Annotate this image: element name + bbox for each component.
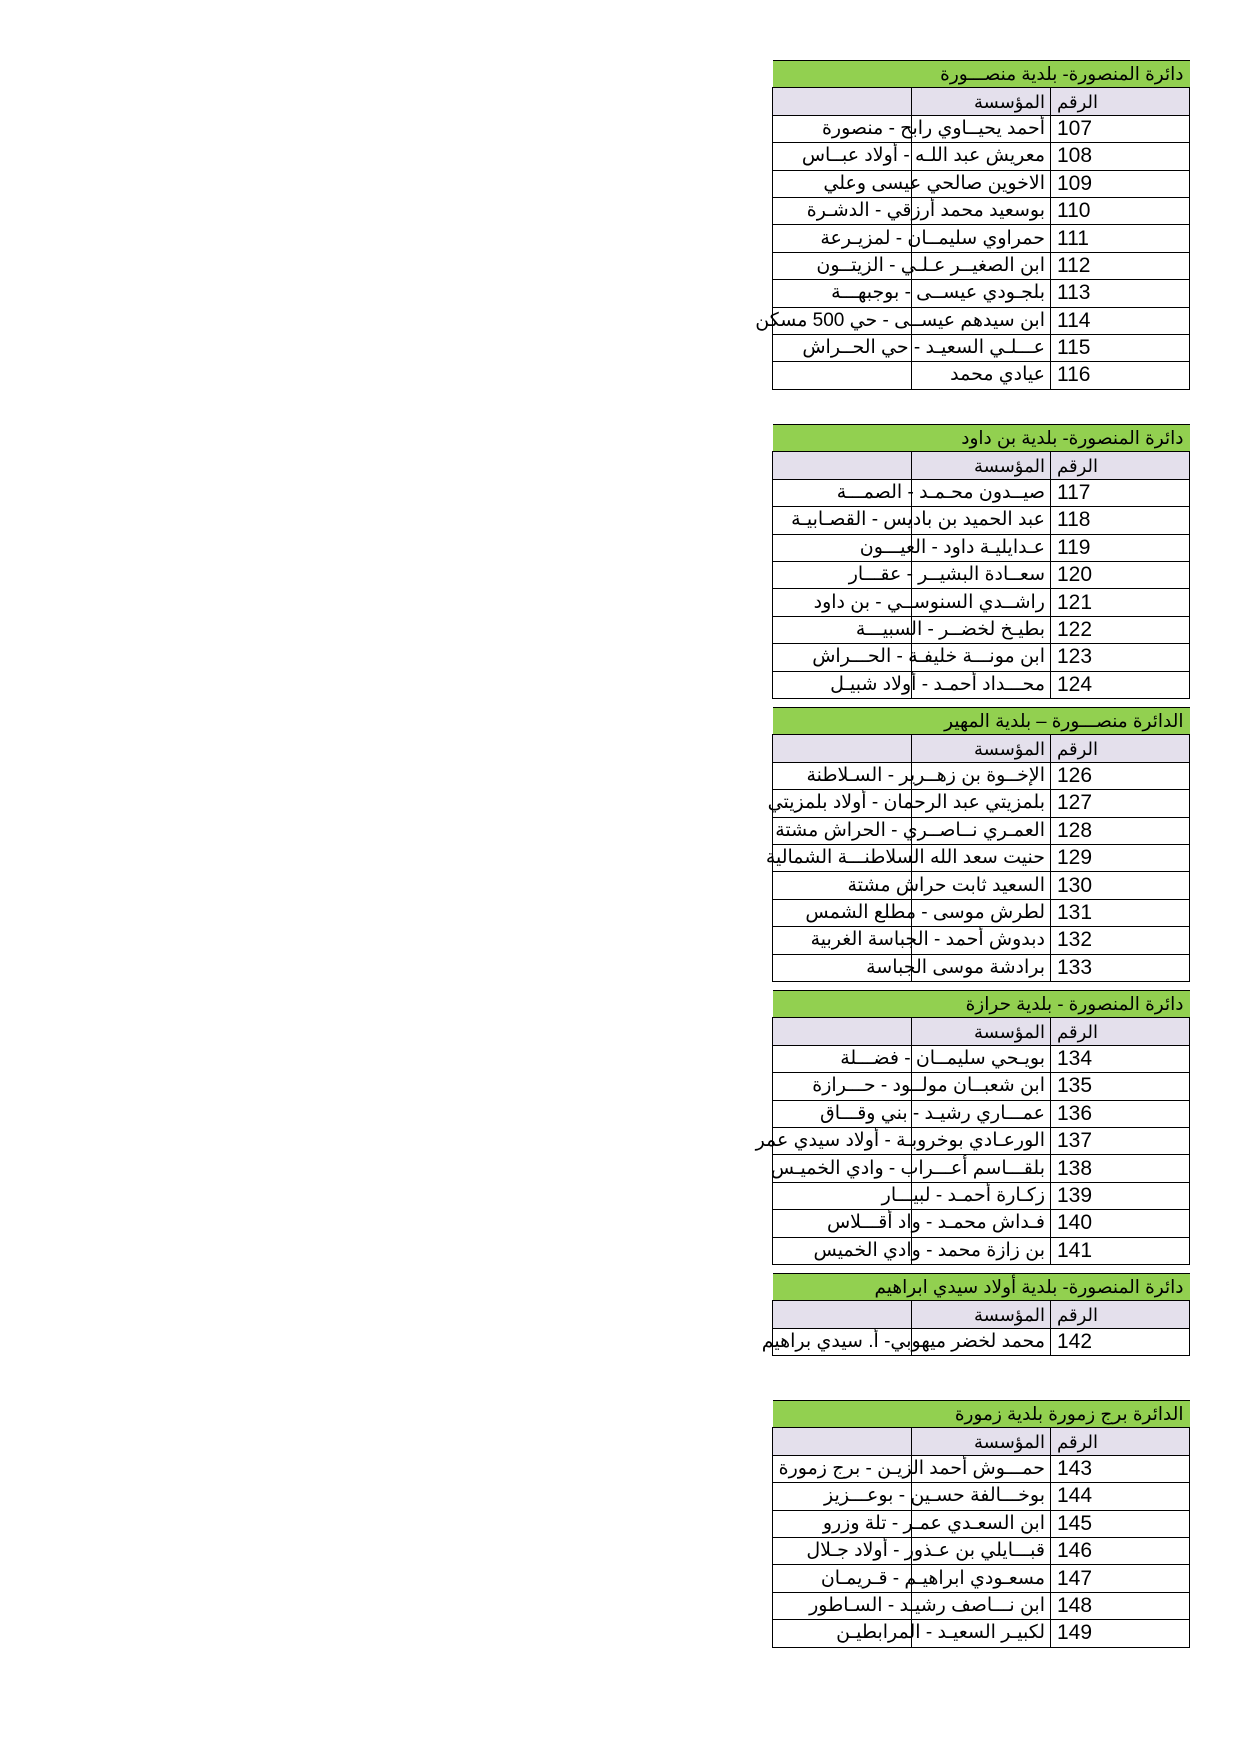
- row-number: 134: [1051, 1045, 1190, 1072]
- table-row: [773, 280, 1190, 307]
- table-title-row: [773, 991, 1190, 1018]
- row-institution: دبدوش أحمد - الجباسة الغربية: [912, 927, 1051, 954]
- table-row: [773, 1100, 1190, 1127]
- header-institution: المؤسسة: [912, 1018, 1051, 1045]
- table-header-row: [773, 735, 1190, 762]
- row-institution: حمـــوش أحمد الزيـن - برج زمورة: [912, 1455, 1051, 1482]
- table-title: الدائرة برج زمورة بلدية زمورة: [773, 1401, 1190, 1428]
- table-row: [773, 1455, 1190, 1482]
- row-number: 124: [1051, 671, 1190, 698]
- institution-table: [772, 424, 1190, 699]
- table-row: [773, 1483, 1190, 1510]
- table-header-row: [773, 452, 1190, 479]
- header-institution: المؤسسة: [912, 88, 1051, 115]
- row-institution: عـــلـي السعيـد - حي الحــراش: [912, 334, 1051, 361]
- table-title: دائرة المنصورة- بلدية منصـــورة: [773, 61, 1190, 88]
- table-header-row: [773, 1428, 1190, 1455]
- row-number: 141: [1051, 1237, 1190, 1264]
- table-row: [773, 927, 1190, 954]
- row-number: 138: [1051, 1155, 1190, 1182]
- table-title: دائرة المنصورة - بلدية حرازة: [773, 991, 1190, 1018]
- header-number: الرقم: [1051, 1301, 1190, 1328]
- row-number: 146: [1051, 1537, 1190, 1564]
- table-row: [773, 143, 1190, 170]
- header-number: الرقم: [1051, 735, 1190, 762]
- row-institution: الإخــوة بن زهــرير - السـلاطنة: [912, 762, 1051, 789]
- row-institution: عبد الحميد بن باديس - القصـابيـة: [912, 507, 1051, 534]
- row-institution: بوسعيد محمد أرزقي - الدشـرة: [912, 197, 1051, 224]
- row-number: 117: [1051, 479, 1190, 506]
- row-institution: ابن نـــاصف رشيـد - السـاطور: [912, 1592, 1051, 1619]
- institution-table: [761, 1273, 1190, 1356]
- row-number: 110: [1051, 197, 1190, 224]
- table-row: [773, 1592, 1190, 1619]
- table-row: [773, 790, 1190, 817]
- header-institution: المؤسسة: [912, 1428, 1051, 1455]
- table-row: [773, 1182, 1190, 1209]
- table-row: [773, 899, 1190, 926]
- table-row: [773, 252, 1190, 279]
- row-institution: صيــدون محـمـد - الصمـــة: [912, 479, 1051, 506]
- table-row: [773, 817, 1190, 844]
- row-number: 132: [1051, 927, 1190, 954]
- table-row: [773, 954, 1190, 981]
- table-row: [773, 197, 1190, 224]
- institution-table: [755, 990, 1190, 1265]
- row-number: 116: [1051, 362, 1190, 389]
- row-institution: بطيـخ لخضــر - السبيـــة: [912, 616, 1051, 643]
- row-number: 114: [1051, 307, 1190, 334]
- row-institution: الورعـادي بوخروبـة - أولاد سيدي عمر: [912, 1127, 1051, 1154]
- row-number: 111: [1051, 225, 1190, 252]
- table-title-row: [773, 1274, 1190, 1301]
- table-row: [773, 872, 1190, 899]
- header-empty-cell: [773, 1428, 912, 1455]
- table-row: [773, 1237, 1190, 1264]
- table-row: [773, 534, 1190, 561]
- row-number: 136: [1051, 1100, 1190, 1127]
- row-institution: عـدايليـة داود - العيـــون: [912, 534, 1051, 561]
- header-number: الرقم: [1051, 88, 1190, 115]
- header-empty-cell: [773, 735, 912, 762]
- table-row: [773, 334, 1190, 361]
- row-number: 107: [1051, 115, 1190, 142]
- row-number: 108: [1051, 143, 1190, 170]
- table-row: [773, 507, 1190, 534]
- row-institution: لطرش موسى - مطلع الشمس: [912, 899, 1051, 926]
- row-number: 142: [1051, 1328, 1190, 1355]
- row-institution: فـداش محمـد - واد أقـــلاس: [912, 1210, 1051, 1237]
- row-institution: معريش عبد اللـه - أولاد عبــاس: [912, 143, 1051, 170]
- institution-table: [755, 60, 1190, 390]
- row-number: 145: [1051, 1510, 1190, 1537]
- header-empty-cell: [773, 1018, 912, 1045]
- institution-table: [772, 1400, 1190, 1648]
- row-institution: راشــدي السنوســي - بن داود: [912, 589, 1051, 616]
- header-institution: المؤسسة: [912, 1301, 1051, 1328]
- row-institution: حنيت سعد الله السلاطنـــة الشمالية: [912, 844, 1051, 871]
- header-number: الرقم: [1051, 452, 1190, 479]
- row-number: 131: [1051, 899, 1190, 926]
- row-institution: ابن الصغيــر عـلـي - الزيتــون: [912, 252, 1051, 279]
- row-number: 127: [1051, 790, 1190, 817]
- table-row: [773, 1510, 1190, 1537]
- row-number: 148: [1051, 1592, 1190, 1619]
- table-row: [773, 1620, 1190, 1647]
- table-row: [773, 1565, 1190, 1592]
- row-institution: بوخـــالفة حسـين - بوعـــزيز: [912, 1483, 1051, 1510]
- row-number: 133: [1051, 954, 1190, 981]
- row-institution: بلقـــاسم أعـــراب - وادي الخميـس: [912, 1155, 1051, 1182]
- row-number: 130: [1051, 872, 1190, 899]
- row-number: 135: [1051, 1073, 1190, 1100]
- row-number: 122: [1051, 616, 1190, 643]
- row-institution: برادشة موسى الجباسة: [912, 954, 1051, 981]
- institution-table: [765, 707, 1190, 982]
- table-row: [773, 479, 1190, 506]
- row-institution: عمـــاري رشيـد - بني وقـــاق: [912, 1100, 1051, 1127]
- table-row: [773, 1045, 1190, 1072]
- table-row: [773, 844, 1190, 871]
- table-header-row: [773, 1301, 1190, 1328]
- table-title-row: [773, 708, 1190, 735]
- table-title-row: [773, 1401, 1190, 1428]
- row-institution: قبـــايلي بن عـذور - أولاد جـلال: [912, 1537, 1051, 1564]
- row-institution: ابن سيدهم عيســى - حي 500 مسكن: [912, 307, 1051, 334]
- row-institution: حمراوي سليمــان - لمزيـرعة: [912, 225, 1051, 252]
- row-institution: محـــداد أحمـد - أولاد شبيـل: [912, 671, 1051, 698]
- row-institution: ابن السعـدي عمـر - تلة وزرو: [912, 1510, 1051, 1537]
- table-row: [773, 307, 1190, 334]
- table-row: [773, 589, 1190, 616]
- row-number: 149: [1051, 1620, 1190, 1647]
- row-number: 128: [1051, 817, 1190, 844]
- header-institution: المؤسسة: [912, 735, 1051, 762]
- table-row: [773, 1073, 1190, 1100]
- header-number: الرقم: [1051, 1018, 1190, 1045]
- row-institution: ابن شعبــان مولــود - حـــرازة: [912, 1073, 1051, 1100]
- table-row: [773, 225, 1190, 252]
- row-institution: أحمد يحيــاوي رابح - منصورة: [912, 115, 1051, 142]
- row-number: 123: [1051, 644, 1190, 671]
- header-number: الرقم: [1051, 1428, 1190, 1455]
- row-institution: العمـري نــاصــري - الحراش مشتة: [912, 817, 1051, 844]
- table-header-row: [773, 88, 1190, 115]
- row-institution: بويـحي سليمــان - فضـــلة: [912, 1045, 1051, 1072]
- row-number: 139: [1051, 1182, 1190, 1209]
- table-row: [773, 115, 1190, 142]
- row-empty-cell: [773, 362, 912, 389]
- row-number: 126: [1051, 762, 1190, 789]
- row-institution: السعيد ثابت حراش مشتة: [912, 872, 1051, 899]
- row-institution: لكبيـر السعيـد - المرابطيـن: [912, 1620, 1051, 1647]
- row-number: 144: [1051, 1483, 1190, 1510]
- table-row: [773, 644, 1190, 671]
- row-institution: ابن مونـــة خليفـة - الحـــراش: [912, 644, 1051, 671]
- table-row: [773, 170, 1190, 197]
- table-row: [773, 1328, 1190, 1355]
- table-row: [773, 1127, 1190, 1154]
- row-number: 121: [1051, 589, 1190, 616]
- table-row: [773, 362, 1190, 389]
- table-row: [773, 1537, 1190, 1564]
- row-institution: مسعـودي ابراهيـم - قـريمـان: [912, 1565, 1051, 1592]
- table-row: [773, 671, 1190, 698]
- table-row: [773, 1155, 1190, 1182]
- row-number: 109: [1051, 170, 1190, 197]
- row-institution: عيادي محمد: [912, 362, 1051, 389]
- row-number: 118: [1051, 507, 1190, 534]
- row-institution: بلمزيتي عبد الرحمان - أولاد بلمزيتي: [912, 790, 1051, 817]
- row-number: 129: [1051, 844, 1190, 871]
- row-institution: بن زازة محمد - وادي الخميس: [912, 1237, 1051, 1264]
- table-title-row: [773, 425, 1190, 452]
- table-title: دائرة المنصورة- بلدية بن داود: [773, 425, 1190, 452]
- table-title: دائرة المنصورة- بلدية أولاد سيدي ابراهيم: [773, 1274, 1190, 1301]
- row-number: 115: [1051, 334, 1190, 361]
- row-institution: بلجـودي عيســى - بوجبهـــة: [912, 280, 1051, 307]
- row-institution: محمد لخضر ميهوبي- أ. سيدي براهيم: [912, 1328, 1051, 1355]
- table-row: [773, 762, 1190, 789]
- table-header-row: [773, 1018, 1190, 1045]
- table-row: [773, 616, 1190, 643]
- row-number: 112: [1051, 252, 1190, 279]
- row-number: 137: [1051, 1127, 1190, 1154]
- row-number: 119: [1051, 534, 1190, 561]
- row-institution: زكـارة أحمـد - لبيـــار: [912, 1182, 1051, 1209]
- table-title: الدائرة منصـــورة – بلدية المهير: [773, 708, 1190, 735]
- table-row: [773, 1210, 1190, 1237]
- row-number: 113: [1051, 280, 1190, 307]
- row-number: 140: [1051, 1210, 1190, 1237]
- header-institution: المؤسسة: [912, 452, 1051, 479]
- row-number: 143: [1051, 1455, 1190, 1482]
- table-title-row: [773, 61, 1190, 88]
- table-row: [773, 561, 1190, 588]
- row-number: 147: [1051, 1565, 1190, 1592]
- header-empty-cell: [773, 452, 912, 479]
- header-empty-cell: [773, 1301, 912, 1328]
- row-institution: الاخوين صالحي عيسى وعلي: [912, 170, 1051, 197]
- row-institution: سعــادة البشيــر - عقـــار: [912, 561, 1051, 588]
- row-number: 120: [1051, 561, 1190, 588]
- header-empty-cell: [773, 88, 912, 115]
